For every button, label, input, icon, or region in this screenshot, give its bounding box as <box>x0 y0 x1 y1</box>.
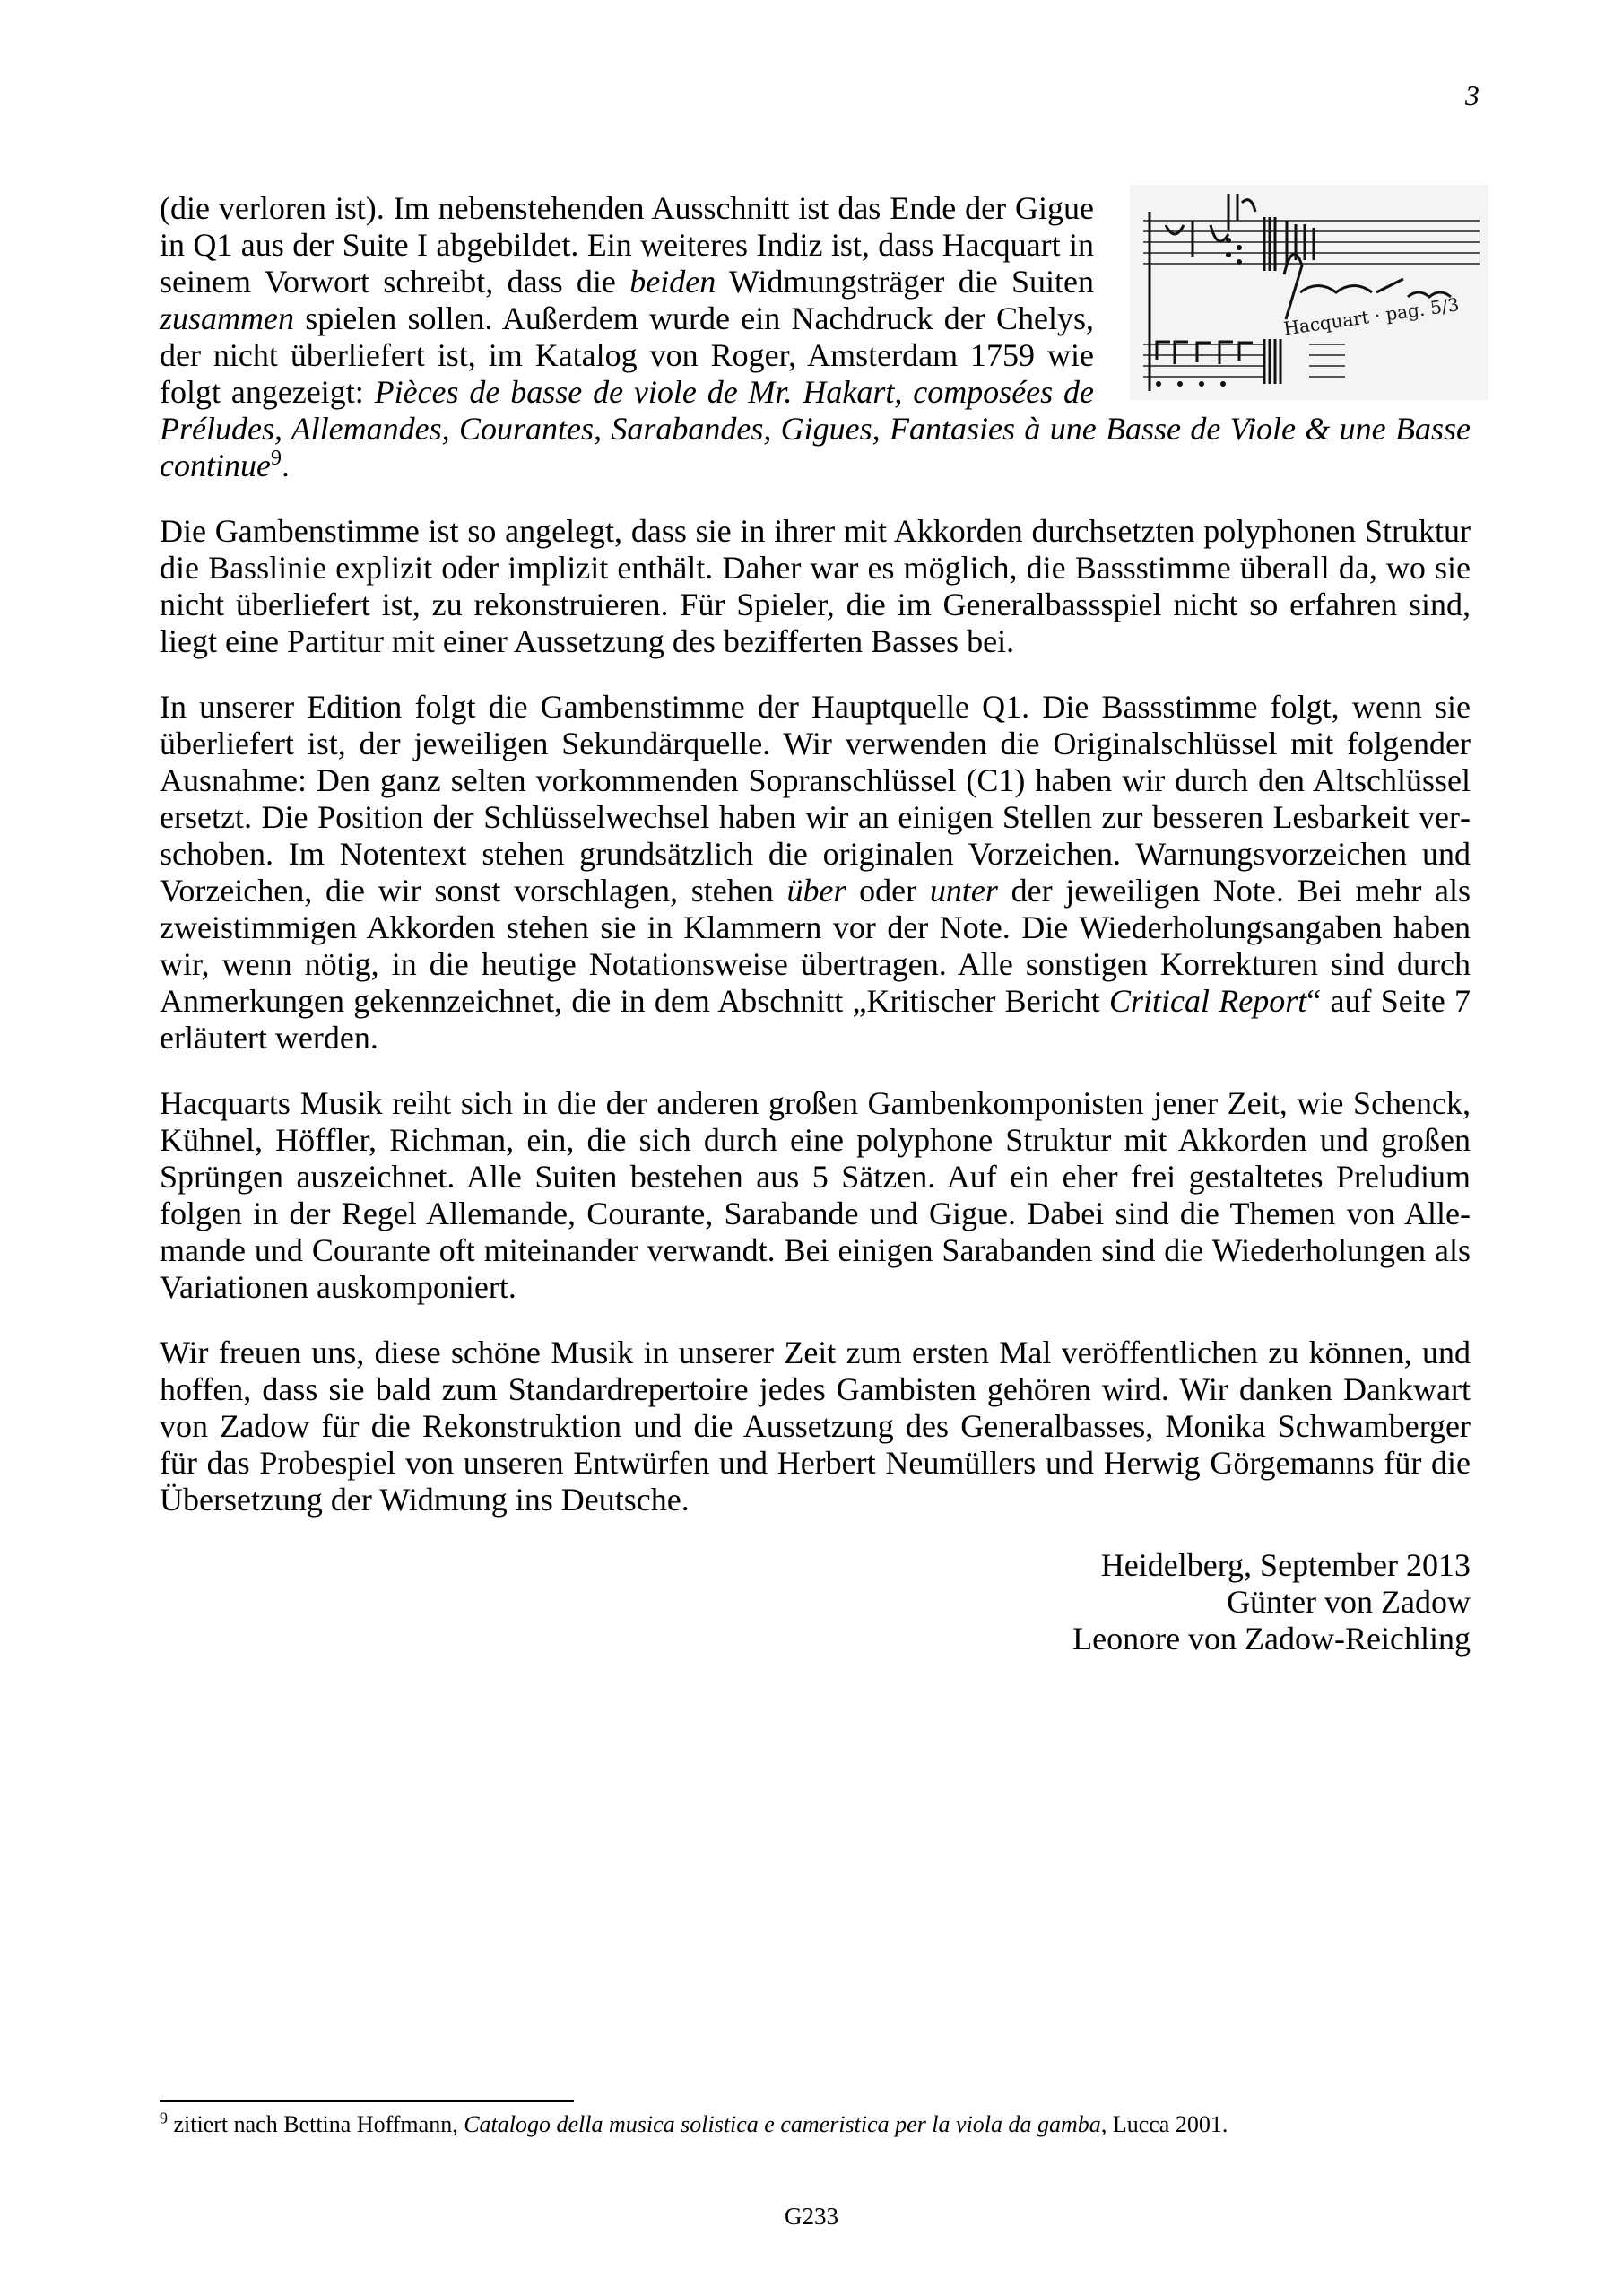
paragraph-acknowledgements: Wir freuen uns, diese schöne Musik in unserer Zeit zum ersten Mal veröffentlichen zu können, und hoffen, dass sie bald zum Standardrepertoire jedes Gambisten gehören wird. Wir danken Dankwart von Zadow für die Rekonstruktion und die Aussetzung des Generalbasses, Monika Schwamberger für das Probespiel von unseren Entwürfen und Herbert Neumüllers und Herwig Görgemanns für die Übersetzung der Widmung ins Deutsche. <box>160 1335 1471 1518</box>
intro-em-zusammen: zusammen <box>160 300 294 336</box>
page-code: G233 <box>785 2203 838 2230</box>
music-manuscript-image <box>1130 185 1488 400</box>
signature-place-date: Heidelberg, September 2013 <box>1100 1547 1471 1583</box>
footnote-text-1: zitiert nach Bettina Hoffmann, <box>168 2111 464 2137</box>
music-excerpt-figure <box>1130 185 1488 400</box>
signature-block <box>160 1547 1471 1657</box>
paragraph-hacquart-music: Hacquarts Musik reiht sich in die der anderen großen Gambenkomponisten jener Zeit, wie Schenck, Kühnel, Höffler, Richman, ein, die sich durch eine polyphone Struktur mit Akkorden und großen Sprüngen auszeichnet. Alle Suiten bestehen aus 5 Sätzen. Auf ein eher frei gestaltetes Preludium folgen in der Regel Allemande, Courante, Sarabande und Gigue. Dabei sind die Themen von Allemande und Courante oft miteinander verwandt. Bei einigen Sarabanden sind die Wiederholungen als Variationen auskomponiert. <box>160 1085 1471 1305</box>
footnote-reference: 9 <box>270 447 282 470</box>
edition-text-4: “ auf Seite 7 erläutert werden. <box>160 983 1471 1056</box>
signature-author-2: Leonore von Zadow-Reichling <box>1072 1621 1471 1657</box>
edition-em-critical-report: Critical Report <box>1108 983 1307 1019</box>
signature-author-1: Günter von Zadow <box>1227 1584 1471 1620</box>
page-number: 3 <box>1465 79 1480 111</box>
footnote-divider <box>160 2100 574 2102</box>
edition-text-3: der jeweiligen Note. Bei mehr als zweistimmigen Akkorden stehen sie in Klammern vor der Note. Die Wiederholungsangaben haben wir, wenn nötig, in die heutige Notationsweise übertragen. Alle sonstigen Korrekturen sind durch Anmerkungen gekennzeichnet, die in dem Abschnitt „Kritischer Bericht <box>160 873 1471 1019</box>
intro-text-1: (die verloren ist). Im nebenstehenden Ausschnitt ist das Ende der Gigue in Q1 aus der Suite I abgebildet. Ein weiteres Indiz ist, dass Hacquart in seinem Vorwort schreibt, dass die <box>160 190 1094 300</box>
figure-inscription: Hacquart · pag. 5/3 <box>1281 293 1461 340</box>
edition-em-unter: unter <box>929 873 998 909</box>
intro-text-2: Widmungsträger die Suiten <box>716 264 1095 300</box>
footnote-title: Catalogo della musica solistica e cameristica per la viola da gamba <box>464 2111 1101 2137</box>
intro-section <box>160 190 1471 484</box>
footnote-number: 9 <box>160 2109 168 2127</box>
paragraph-edition <box>160 689 1471 1057</box>
paragraph-gambenstimme: Die Gambenstimme ist so angelegt, dass sie in ihrer mit Akkorden durchsetzten polyphonen Struktur die Basslinie explizit oder implizit enthält. Daher war es möglich, die Bassstimme überall da, wo sie nicht überliefert ist, zu rekonstruieren. Für Spieler, die im Generalbassspiel nicht so erfahren sind, liegt eine Partitur mit einer Aussetzung des bezifferten Basses bei. <box>160 513 1471 659</box>
intro-em-catalog-title: Pièces de basse de viole de Mr. Hakart, composées de Préludes, Allemandes, Courantes, Sarabandes, Gigues, Fantasies à une Basse de Viole & une Basse continue <box>160 374 1471 483</box>
intro-text-4: . <box>281 448 290 483</box>
edition-text-1: In unserer Edition folgt die Gambenstimme der Hauptquelle Q1. Die Bassstimme folgt, wenn sie überliefert ist, der jeweiligen Sekundärquelle. Wir verwenden die Originalschlüssel mit folgender Ausnahme: Den ganz selten vorkommenden Sopranschlüssel (C1) haben wir durch den Altschlüssel ersetzt. Die Position der Schlüsselwechsel haben wir an einigen Stellen zur besseren Lesbarkeit verschoben. Im Notentext stehen grundsätzlich die originalen Vorzeichen. Warnungsvorzeichen und Vorzeichen, die wir sonst vorschlagen, stehen <box>160 689 1471 909</box>
main-content <box>160 190 1471 1657</box>
footnote <box>160 2109 1469 2140</box>
edition-text-2: oder <box>846 873 930 909</box>
intro-em-beiden: beiden <box>629 264 716 300</box>
footnote-text-2: , Lucca 2001. <box>1100 2111 1228 2137</box>
edition-em-ueber: über <box>786 873 846 909</box>
intro-text-3: spielen sollen. Außerdem wurde ein Nachdruck der Chelys, der nicht überliefert ist, im Katalog von Roger, Amsterdam 1759 wie folgt angezeigt: <box>160 300 1094 410</box>
